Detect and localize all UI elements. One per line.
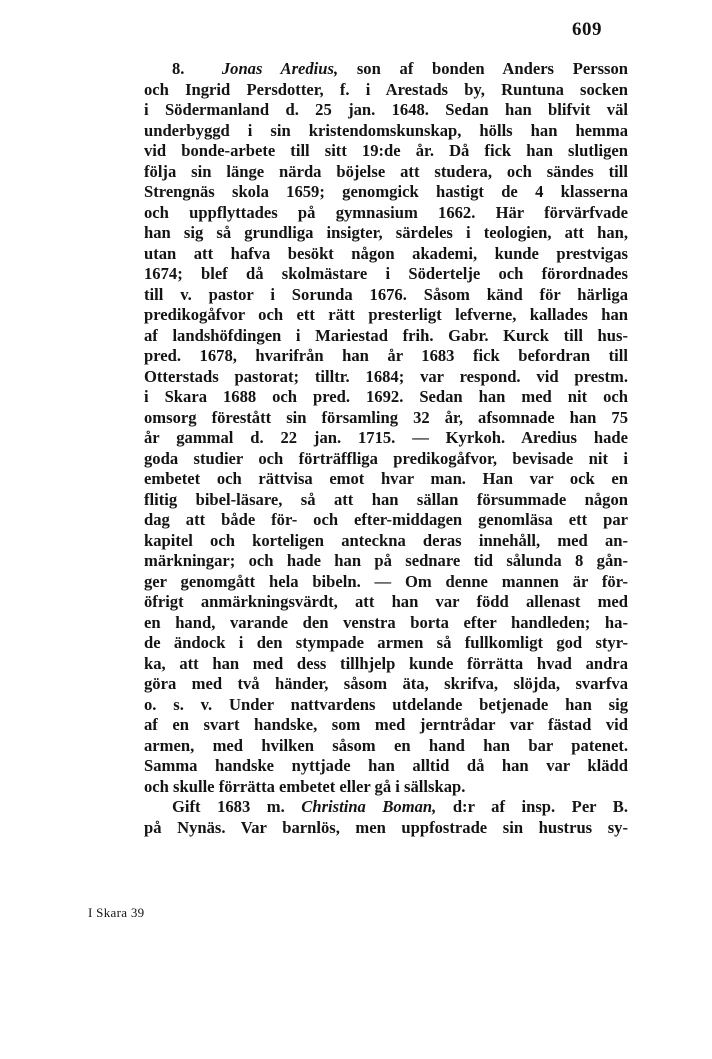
text-line: underbyggd i sin kristendomskunskap, hölls han hemma [144,120,628,140]
text-line: och skulle förrätta embetet eller gå i sällskap. [144,776,466,796]
text-line: till v. pastor i Sorunda 1676. Såsom känd för härliga [144,284,628,304]
text-line: kapitel och korteligen anteckna deras innehåll, med an- [144,530,628,550]
body-text [144,59,628,838]
text-line: följa sin länge närda böjelse att studera, och sändes till [144,161,628,181]
text-line: dag att både för- och efter-middagen genomläsa ett par [144,510,628,529]
text-line: göra med två händer, såsom äta, skrifva, slöjda, svarfva [144,674,628,693]
text-line: omsorg förestått sin församling 32 år, afsomnade han 75 [144,407,628,427]
text-line: 1674; blef då skolmästare i Södertelje och förordnades [144,264,628,283]
text-line: af landshöfdingen i Mariestad frih. Gabr. Kurck till hus- [144,325,628,345]
text-line: och uppflyttades på gymnasium 1662. Här förvärfvade [144,202,628,222]
text-line: ka, att han med dess tillhjelp kunde förrätta hvad andra [144,653,628,673]
text-line: öfrigt anmärkningsvärdt, att han var född allenast med [144,592,628,611]
text-line: i Skara 1688 och pred. 1692. Sedan han med nit och [144,387,628,406]
page-number: 609 [572,19,602,40]
spouse-name: Christina Boman, [301,797,437,816]
text-line: i Södermanland d. 25 jan. 1648. Sedan han blifvit väl [144,100,628,119]
text-line: ger genomgått hela bibeln. — Om denne mannen är för- [144,571,628,591]
entry-number: 8. [172,59,185,78]
text-line: armen, med hvilken såsom en hand han bar patenet. [144,735,628,755]
text-line: märkningar; och hade han på sednare tid sålunda 8 gån- [144,551,628,570]
text-line: pred. 1678, hvarifrån han år 1683 fick befordran till [144,346,628,365]
text-line: och Ingrid Persdotter, f. i Arestads by, Runtuna socken [144,79,628,99]
text-line: embetet och rättvisa emot hvar man. Han var ock en [144,469,628,488]
entry-name: Jonas Aredius, [221,59,339,78]
text-line: vid bonde-arbete till sitt 19:de år. Då fick han slutligen [144,141,628,160]
text-line: flitig bibel-läsare, så att han sällan försummade någon [144,489,628,509]
text-line: predikogåfvor och ett rätt presterligt lefverne, kallades han [144,305,628,324]
text-line: år gammal d. 22 jan. 1715. — Kyrkoh. Aredius hade [144,428,628,447]
text-line: af en svart handske, som med jerntrådar var fästad vid [144,715,628,734]
marriage-second-line: på Nynäs. Var barnlös, men uppfostrade sin hustrus sy- [144,817,628,837]
text-line: en hand, varande den venstra borta efter handleden; ha- [144,612,628,632]
signature-mark: I Skara 39 [88,905,145,920]
text-line: de ändock i den stympade armen så fullkomligt god styr- [144,633,628,652]
entry-first-line [144,59,628,80]
marriage-first-line [144,797,628,818]
text-line: han sig så grundliga insigter, särdeles i teologien, att han, [144,223,628,242]
text-line: Otterstads pastorat; tilltr. 1684; var respond. vid prestm. [144,366,628,386]
entry-line-0: son af bonden Anders Persson [356,59,629,78]
marriage-rest: d:r af insp. Per B. [452,797,628,816]
text-line: Strengnäs skola 1659; genomgick hastigt de 4 klasserna [144,182,628,201]
marriage-prefix: Gift 1683 m. [172,797,285,816]
text-line: goda studier och förträffliga predikogåfvor, bevisade nit i [144,448,628,468]
text-line: o. s. v. Under nattvardens utdelande betjenade han sig [144,694,628,714]
text-line: utan att hafva besökt någon akademi, kunde prestvigas [144,243,628,263]
text-line: Samma handske nyttjade han alltid då han var klädd [144,756,628,775]
